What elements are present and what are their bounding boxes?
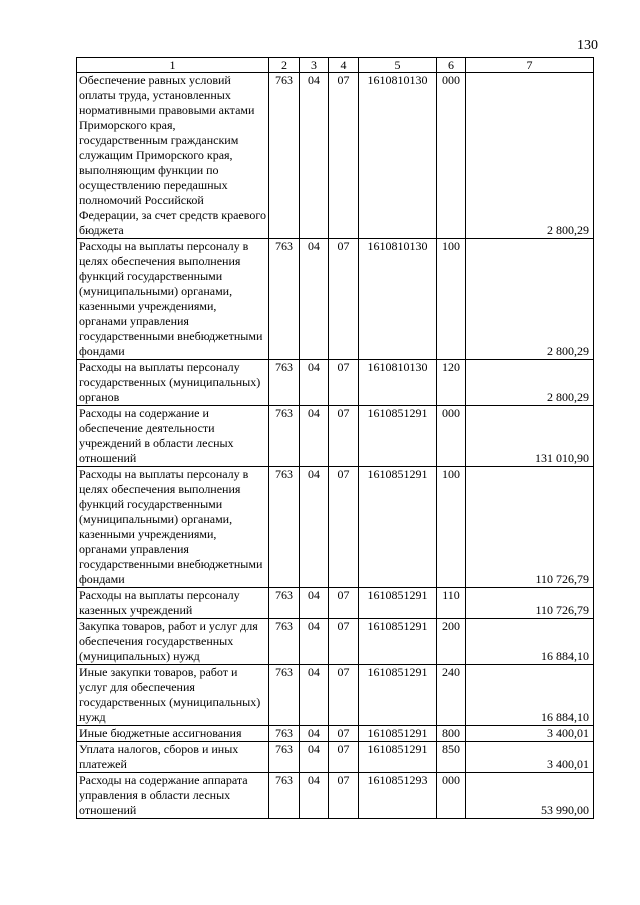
code-cell-3: 04 — [300, 665, 329, 726]
code-cell-3: 04 — [300, 239, 329, 360]
table-row — [77, 360, 594, 406]
code-cell-5: 1610810130 — [359, 239, 437, 360]
code-cell-4: 07 — [329, 467, 359, 588]
code-cell-6: 000 — [437, 73, 466, 239]
code-cell-6: 120 — [437, 360, 466, 406]
code-cell-4: 07 — [329, 665, 359, 726]
header-row — [77, 58, 594, 73]
table-row — [77, 742, 594, 773]
header-cell: 7 — [466, 58, 594, 73]
code-cell-3: 04 — [300, 73, 329, 239]
header-cell: 2 — [269, 58, 300, 73]
header-cell: 4 — [329, 58, 359, 73]
code-cell-3: 04 — [300, 619, 329, 665]
code-cell-6: 100 — [437, 239, 466, 360]
code-cell-2: 763 — [269, 773, 300, 819]
budget-table-body — [77, 58, 594, 819]
table-row — [77, 239, 594, 360]
table-row — [77, 406, 594, 467]
table-row — [77, 726, 594, 742]
table-row — [77, 665, 594, 726]
amount-cell: 3 400,01 — [466, 726, 594, 742]
row-name-cell: Расходы на выплаты персоналу казенных учреждений — [77, 588, 269, 619]
row-name-cell: Расходы на выплаты персоналу государственных (муниципальных) органов — [77, 360, 269, 406]
code-cell-4: 07 — [329, 588, 359, 619]
code-cell-6: 800 — [437, 726, 466, 742]
amount-cell: 16 884,10 — [466, 619, 594, 665]
code-cell-2: 763 — [269, 467, 300, 588]
budget-table — [76, 57, 594, 819]
row-name-cell: Расходы на содержание аппарата управления в области лесных отношений — [77, 773, 269, 819]
code-cell-3: 04 — [300, 742, 329, 773]
row-name-cell: Уплата налогов, сборов и иных платежей — [77, 742, 269, 773]
code-cell-6: 850 — [437, 742, 466, 773]
amount-cell: 110 726,79 — [466, 588, 594, 619]
code-cell-4: 07 — [329, 239, 359, 360]
code-cell-3: 04 — [300, 360, 329, 406]
code-cell-5: 1610851291 — [359, 619, 437, 665]
code-cell-5: 1610851291 — [359, 726, 437, 742]
code-cell-5: 1610851291 — [359, 406, 437, 467]
table-row — [77, 73, 594, 239]
header-cell: 3 — [300, 58, 329, 73]
amount-cell: 53 990,00 — [466, 773, 594, 819]
code-cell-6: 000 — [437, 406, 466, 467]
row-name-cell: Закупка товаров, работ и услуг для обеспечения государственных (муниципальных) нужд — [77, 619, 269, 665]
code-cell-4: 07 — [329, 742, 359, 773]
code-cell-5: 1610851291 — [359, 665, 437, 726]
header-cell: 1 — [77, 58, 269, 73]
code-cell-3: 04 — [300, 406, 329, 467]
code-cell-2: 763 — [269, 742, 300, 773]
table-row — [77, 588, 594, 619]
code-cell-5: 1610810130 — [359, 73, 437, 239]
code-cell-5: 1610851293 — [359, 773, 437, 819]
code-cell-4: 07 — [329, 360, 359, 406]
code-cell-4: 07 — [329, 406, 359, 467]
table-row — [77, 467, 594, 588]
amount-cell: 2 800,29 — [466, 239, 594, 360]
code-cell-2: 763 — [269, 665, 300, 726]
header-cell: 5 — [359, 58, 437, 73]
code-cell-2: 763 — [269, 239, 300, 360]
code-cell-5: 1610810130 — [359, 360, 437, 406]
code-cell-6: 110 — [437, 588, 466, 619]
amount-cell: 3 400,01 — [466, 742, 594, 773]
code-cell-5: 1610851291 — [359, 467, 437, 588]
row-name-cell: Расходы на выплаты персоналу в целях обеспечения выполнения функций государственными (муниципальными) органами, казенными учреждениями, органами управления государственными внебюджетными фондами — [77, 239, 269, 360]
header-cell: 6 — [437, 58, 466, 73]
row-name-cell: Иные закупки товаров, работ и услуг для обеспечения государственных (муниципальных) нужд — [77, 665, 269, 726]
row-name-cell: Иные бюджетные ассигнования — [77, 726, 269, 742]
amount-cell: 131 010,90 — [466, 406, 594, 467]
code-cell-2: 763 — [269, 360, 300, 406]
code-cell-2: 763 — [269, 726, 300, 742]
code-cell-6: 100 — [437, 467, 466, 588]
code-cell-3: 04 — [300, 467, 329, 588]
amount-cell: 16 884,10 — [466, 665, 594, 726]
code-cell-2: 763 — [269, 619, 300, 665]
row-name-cell: Расходы на содержание и обеспечение деятельности учреждений в области лесных отношений — [77, 406, 269, 467]
amount-cell: 2 800,29 — [466, 73, 594, 239]
row-name-cell: Расходы на выплаты персоналу в целях обеспечения выполнения функций государственными (муниципальными) органами, казенными учреждениями, органами управления государственными внебюджетными фондами — [77, 467, 269, 588]
page-number: 130 — [577, 38, 598, 53]
code-cell-2: 763 — [269, 73, 300, 239]
code-cell-3: 04 — [300, 588, 329, 619]
code-cell-2: 763 — [269, 588, 300, 619]
table-row — [77, 619, 594, 665]
code-cell-2: 763 — [269, 406, 300, 467]
code-cell-6: 000 — [437, 773, 466, 819]
code-cell-4: 07 — [329, 726, 359, 742]
amount-cell: 2 800,29 — [466, 360, 594, 406]
code-cell-5: 1610851291 — [359, 742, 437, 773]
amount-cell: 110 726,79 — [466, 467, 594, 588]
table-row — [77, 773, 594, 819]
code-cell-4: 07 — [329, 619, 359, 665]
code-cell-5: 1610851291 — [359, 588, 437, 619]
row-name-cell: Обеспечение равных условий оплаты труда, установленных нормативными правовыми актами Приморского края, государственным гражданским служащим Приморского края, выполняющим функции по осуществлению передашных полномочий Российской Федерации, за счет средств краевого бюджета — [77, 73, 269, 239]
code-cell-6: 240 — [437, 665, 466, 726]
code-cell-3: 04 — [300, 773, 329, 819]
code-cell-3: 04 — [300, 726, 329, 742]
code-cell-6: 200 — [437, 619, 466, 665]
code-cell-4: 07 — [329, 73, 359, 239]
code-cell-4: 07 — [329, 773, 359, 819]
